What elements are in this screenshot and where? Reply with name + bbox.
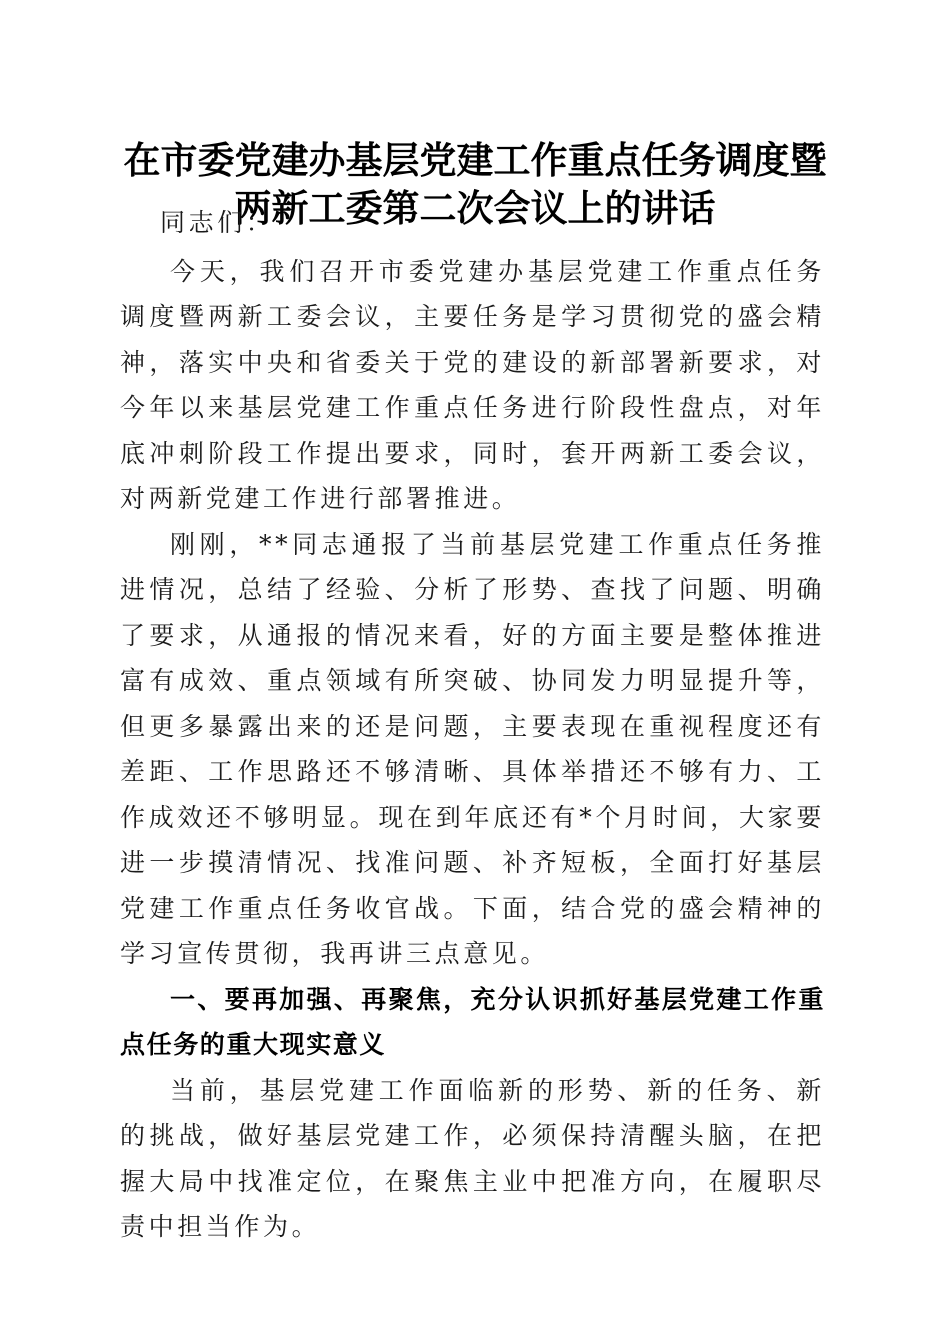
document-title: 在市委党建办基层党建工作重点任务调度暨两新工委第二次会议上的讲话 (123, 138, 827, 230)
paragraph-section-one: 当前，基层党建工作面临新的形势、新的任务、新的挑战，做好基层党建工作，必须保持清醒头脑，在把握大局中找准定位，在聚焦主业中把准方向，在履职尽责中担当作为。 (120, 1075, 825, 1241)
greeting: 同志们： (160, 208, 275, 237)
paragraph-intro: 今天，我们召开市委党建办基层党建工作重点任务调度暨两新工委会议，主要任务是学习贯彻党的盛会精神，落实中央和省委关于党的建设的新部署新要求，对今年以来基层党建工作重点任务进行阶段性盘点，对年底冲刺阶段工作提出要求，同时，套开两新工委会议，对两新党建工作进行部署推进。 (120, 256, 825, 513)
document-body (120, 200, 825, 1250)
paragraph-report: 刚刚，**同志通报了当前基层党建工作重点任务推进情况，总结了经验、分析了形势、查找了问题、明确了要求，从通报的情况来看，好的方面主要是整体推进富有成效、重点领域有所突破、协同发力明显提升等，但更多暴露出来的还是问题，主要表现在重视程度还有差距、工作思路还不够清晰、具体举措还不够有力、工作成效还不够明显。现在到年底还有*个月时间，大家要进一步摸清情况、找准问题、补齐短板，全面打好基层党建工作重点任务收官战。下面，结合党的盛会精神的学习宣传贯彻，我再讲三点意见。 (120, 529, 825, 968)
section-heading: 一、要再加强、再聚焦，充分认识抓好基层党建工作重点任务的重大现实意义 (120, 984, 825, 1059)
